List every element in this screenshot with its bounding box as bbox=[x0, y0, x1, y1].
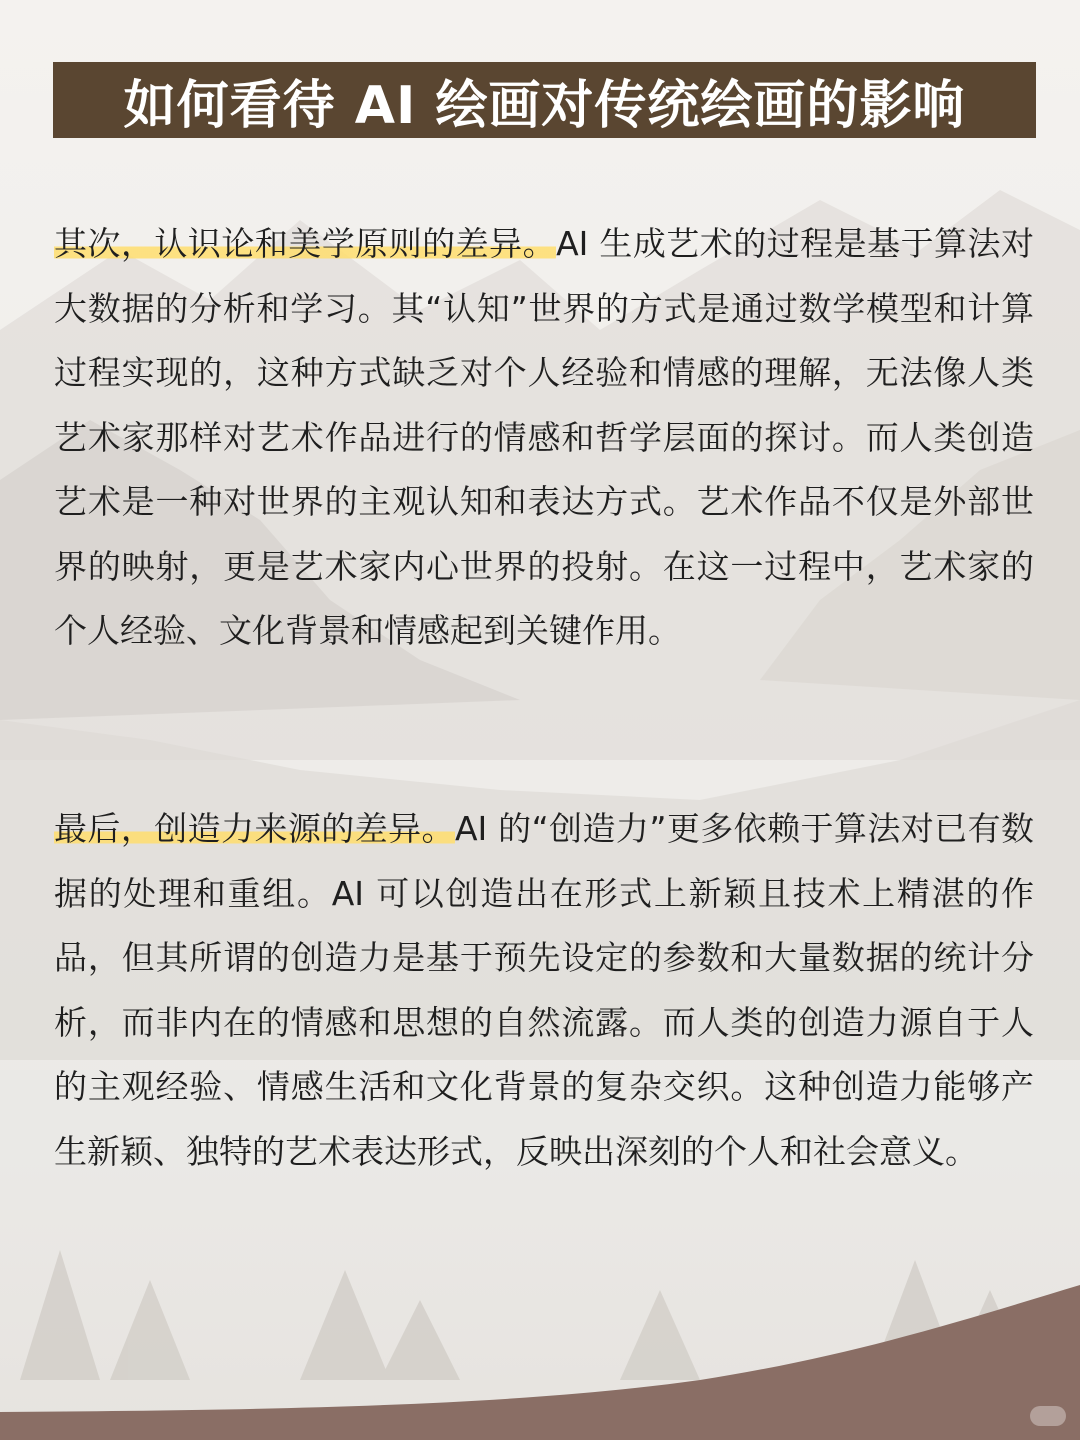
paragraph-body: AI 的“创造力”更多依赖于算法对已有数据的处理和重组。AI 可以创造出在形式上新颖且技术上精湛的作品，但其所谓的创造力是基于预先设定的参数和大量数据的统计分析，而非内在的情感和思想的自然流露。而人类的创造力源自于人的主观经验、情感生活和文化背景的复杂交织。这种创造力能够产生新颖、独特的艺术表达形式，反映出深刻的个人和社会意义。 bbox=[54, 809, 1034, 1171]
title-banner bbox=[53, 62, 1036, 138]
paragraph-creativity bbox=[54, 797, 1034, 1184]
paragraph-body: AI 生成艺术的过程是基于算法对大数据的分析和学习。其“认知”世界的方式是通过数学模型和计算过程实现的，这种方式缺乏对个人经验和情感的理解，无法像人类艺术家那样对艺术作品进行的情感和哲学层面的探讨。而人类创造艺术是一种对世界的主观认知和表达方式。艺术作品不仅是外部世界的映射，更是艺术家内心世界的投射。在这一过程中，艺术家的个人经验、文化背景和情感起到关键作用。 bbox=[54, 224, 1035, 650]
paragraph-epistemology bbox=[54, 212, 1034, 664]
highlighted-heading: 最后，创造力来源的差异。 bbox=[54, 809, 455, 848]
page-title: 如何看待 AI 绘画对传统绘画的影响 bbox=[123, 75, 966, 136]
highlighted-heading: 其次，认识论和美学原则的差异。 bbox=[54, 224, 557, 263]
bottom-wave-decoration bbox=[0, 1240, 1080, 1440]
watermark-badge bbox=[1030, 1406, 1066, 1426]
